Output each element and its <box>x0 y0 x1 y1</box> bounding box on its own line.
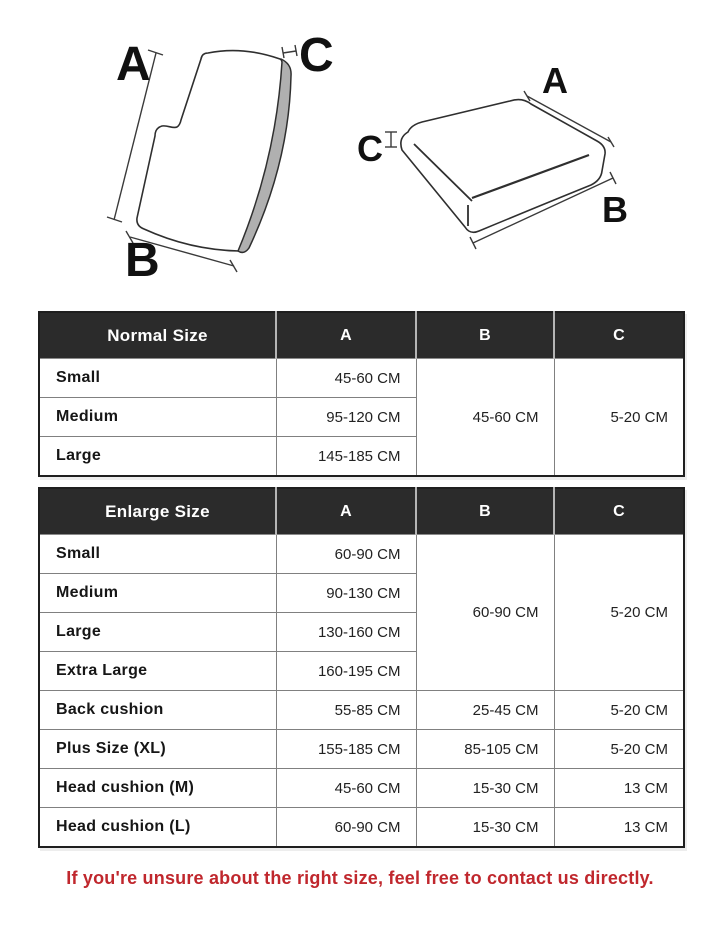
size-label-cell: Head cushion (L) <box>39 808 276 848</box>
table-title: Enlarge Size <box>39 488 276 535</box>
dimension-line-c <box>282 45 297 58</box>
size-value-a: 90-130 CM <box>276 574 416 613</box>
size-value-a: 145-185 CM <box>276 437 416 477</box>
size-value-c: 13 CM <box>554 769 684 808</box>
size-label-cell: Extra Large <box>39 652 276 691</box>
size-value-a: 60-90 CM <box>276 808 416 848</box>
size-value-b: 15-30 CM <box>416 808 554 848</box>
size-value-c: 5-20 CM <box>554 730 684 769</box>
label-a: A <box>116 38 151 91</box>
size-value-a: 95-120 CM <box>276 398 416 437</box>
size-value-a: 130-160 CM <box>276 613 416 652</box>
col-header-b: B <box>416 312 554 359</box>
label-c: C <box>299 29 334 82</box>
size-value-a: 55-85 CM <box>276 691 416 730</box>
size-label-cell: Head cushion (M) <box>39 769 276 808</box>
col-header-a: A <box>276 488 416 535</box>
normal-size-table <box>38 311 685 477</box>
size-value-b: 25-45 CM <box>416 691 554 730</box>
size-label-cell: Large <box>39 613 276 652</box>
size-label-cell: Medium <box>39 574 276 613</box>
size-label-cell: Large <box>39 437 276 477</box>
size-value-b-merged: 45-60 CM <box>416 359 554 477</box>
col-header-c: C <box>554 312 684 359</box>
size-value-a: 160-195 CM <box>276 652 416 691</box>
label-c: C <box>357 128 383 169</box>
table-row <box>39 535 684 574</box>
label-b: B <box>602 189 628 230</box>
table-header-row <box>39 488 684 535</box>
table-header-row <box>39 312 684 359</box>
seat-cover-outline <box>401 100 605 233</box>
col-header-b: B <box>416 488 554 535</box>
size-value-a: 45-60 CM <box>276 769 416 808</box>
size-label-cell: Plus Size (XL) <box>39 730 276 769</box>
table-title: Normal Size <box>39 312 276 359</box>
size-label-cell: Small <box>39 535 276 574</box>
size-value-c: 5-20 CM <box>554 691 684 730</box>
size-value-c-merged: 5-20 CM <box>554 359 684 477</box>
enlarge-size-table <box>38 487 685 848</box>
size-value-a: 45-60 CM <box>276 359 416 398</box>
table-row <box>39 691 684 730</box>
seat-cushion-diagram <box>350 50 660 280</box>
label-a: A <box>542 60 568 101</box>
dimension-line-c <box>385 132 397 147</box>
size-value-c-merged: 5-20 CM <box>554 535 684 691</box>
size-label-cell: Medium <box>39 398 276 437</box>
col-header-a: A <box>276 312 416 359</box>
back-cushion-diagram <box>80 18 340 288</box>
size-label-cell: Small <box>39 359 276 398</box>
size-value-c: 13 CM <box>554 808 684 848</box>
size-value-b: 15-30 CM <box>416 769 554 808</box>
size-value-a: 60-90 CM <box>276 535 416 574</box>
size-label-cell: Back cushion <box>39 691 276 730</box>
table-row <box>39 808 684 848</box>
size-value-a: 155-185 CM <box>276 730 416 769</box>
size-value-b-merged: 60-90 CM <box>416 535 554 691</box>
table-row <box>39 359 684 398</box>
label-b: B <box>125 234 160 287</box>
table-row <box>39 730 684 769</box>
contact-note: If you're unsure about the right size, feel free to contact us directly. <box>66 868 654 888</box>
size-value-b: 85-105 CM <box>416 730 554 769</box>
col-header-c: C <box>554 488 684 535</box>
table-row <box>39 769 684 808</box>
